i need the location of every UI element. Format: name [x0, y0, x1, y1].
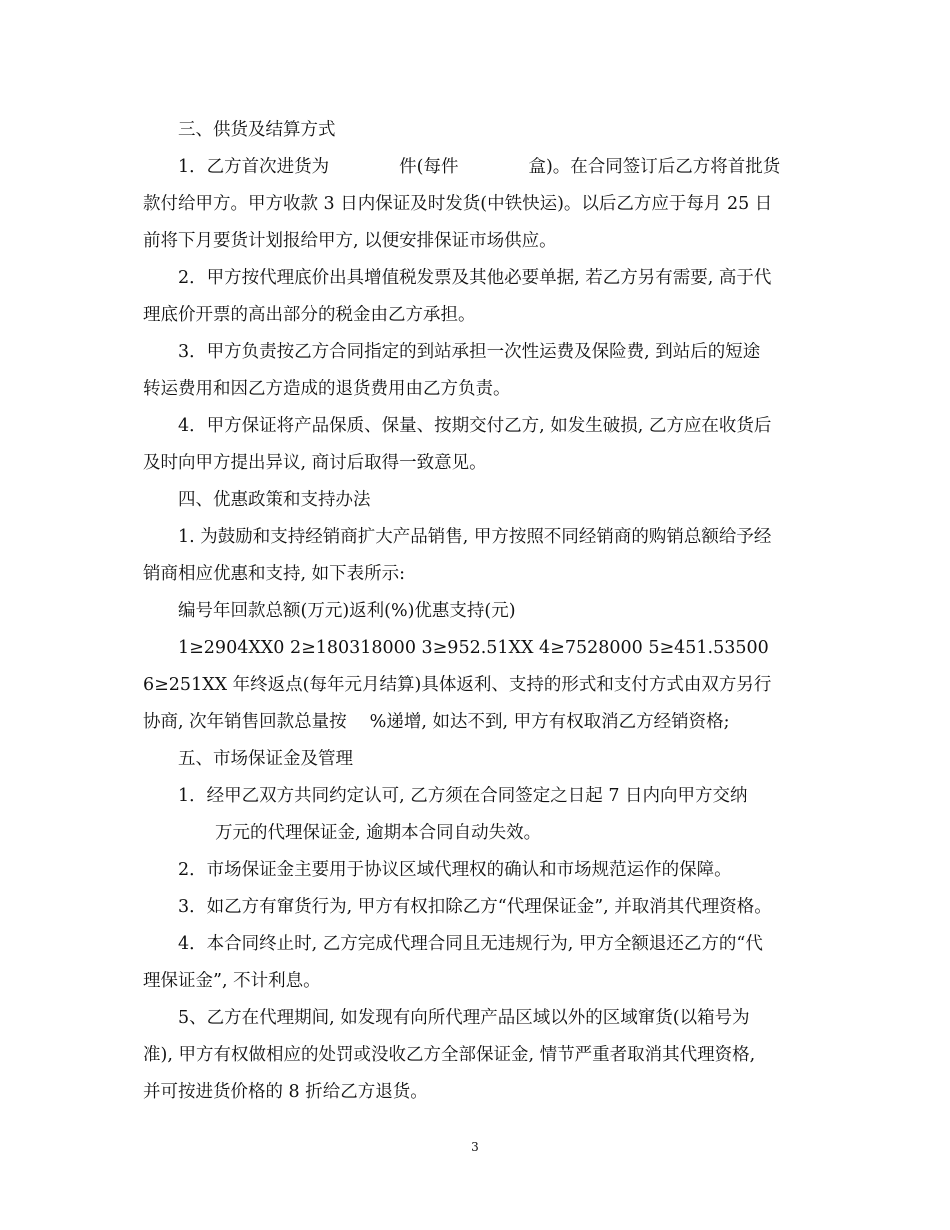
- paragraph-line: 销商相应优惠和支持, 如下表所示:: [143, 564, 406, 584]
- paragraph-line: 理底价开票的高出部分的税金由乙方承担。: [143, 305, 476, 325]
- section-heading-5: 五、市场保证金及管理: [178, 749, 353, 769]
- section-heading-3: 三、供货及结算方式: [178, 120, 336, 140]
- paragraph-line: 1．经甲乙双方共同约定认可, 乙方须在合同签定之日起 7 日内向甲方交纳: [178, 786, 748, 806]
- paragraph-line: 6≥251XX 年终返点(每年元月结算)具体返利、支持的形式和支付方式由双方另行: [143, 675, 772, 695]
- paragraph-line: 转运费用和因乙方造成的退货费用由乙方负责。: [143, 379, 511, 399]
- paragraph-line: 1．乙方首次进货为 件(每件 盒)。在合同签订后乙方将首批货: [178, 157, 781, 177]
- paragraph-line: 前将下月要货计划报给甲方, 以便安排保证市场供应。: [143, 231, 557, 251]
- paragraph-line: 及时向甲方提出异议, 商讨后取得一致意见。: [143, 453, 487, 473]
- section-heading-4: 四、优惠政策和支持办法: [178, 490, 371, 510]
- paragraph-line: 2．市场保证金主要用于协议区域代理权的确认和市场规范运作的保障。: [178, 860, 732, 880]
- paragraph-line: 理保证金”, 不计利息。: [143, 971, 321, 991]
- page-number: 3: [471, 1140, 479, 1154]
- paragraph-line: 款付给甲方。甲方收款 3 日内保证及时发货(中铁快运)。以后乙方应于每月 25 日: [143, 194, 773, 214]
- paragraph-line: 1. 为鼓励和支持经销商扩大产品销售, 甲方按照不同经销商的购销总额给予经: [178, 527, 772, 547]
- paragraph-line: 5、乙方在代理期间, 如发现有向所代理产品区域以外的区域窜货(以箱号为: [178, 1008, 750, 1028]
- paragraph-line: 并可按进货价格的 8 折给乙方退货。: [143, 1082, 428, 1102]
- paragraph-line: 协商, 次年销售回款总量按 %递增, 如达不到, 甲方有权取消乙方经销资格;: [143, 712, 730, 732]
- paragraph-line: 3．如乙方有窜货行为, 甲方有权扣除乙方“代理保证金”, 并取消其代理资格。: [178, 897, 772, 917]
- paragraph-line: 4．甲方保证将产品保质、保量、按期交付乙方, 如发生破损, 乙方应在收货后: [178, 416, 772, 436]
- table-values-line: 1≥2904XX0 2≥180318000 3≥952.51XX 4≥7528000 5≥451.53500: [178, 638, 769, 658]
- paragraph-line: 2．甲方按代理底价出具增值税发票及其他必要单据, 若乙方另有需要, 高于代: [178, 268, 772, 288]
- table-header-line: 编号年回款总额(万元)返利(%)优惠支持(元): [178, 601, 516, 621]
- paragraph-line: 4．本合同终止时, 乙方完成代理合同且无违规行为, 甲方全额退还乙方的“代: [178, 934, 763, 954]
- paragraph-line: 万元的代理保证金, 逾期本合同自动失效。: [215, 823, 542, 843]
- paragraph-line: 3．甲方负责按乙方合同指定的到站承担一次性运费及保险费, 到站后的短途: [178, 342, 761, 362]
- paragraph-line: 准), 甲方有权做相应的处罚或没收乙方全部保证金, 情节严重者取消其代理资格,: [143, 1045, 756, 1065]
